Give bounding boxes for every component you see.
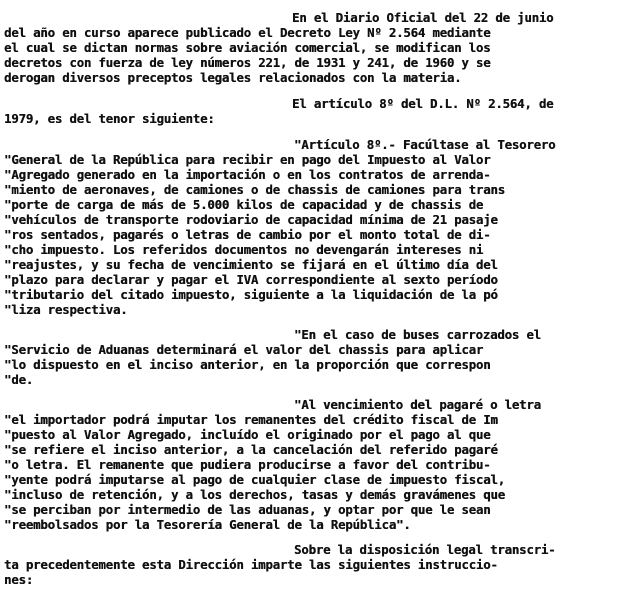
- text-line: "se perciban por intermedio de las aduanas, y optar por que le sean: [4, 502, 491, 517]
- text-line: En el Diario Oficial del 22 de junio: [292, 10, 554, 25]
- text-line: derogan diversos preceptos legales relacionados con la materia.: [4, 70, 462, 85]
- text-line: "cho impuesto. Los referidos documentos no devengarán intereses ni: [4, 242, 484, 257]
- text-line: "ros sentados, pagarés o letras de cambio por el monto total de di-: [4, 227, 491, 242]
- text-line: "incluso de retención, y a los derechos, tasas y demás gravámenes que: [4, 487, 505, 502]
- text-line: "lo dispuesto en el inciso anterior, en la proporción que correspon: [4, 357, 491, 372]
- text-line: "reajustes, y su fecha de vencimiento se fijará en el último día del: [4, 257, 498, 272]
- text-line: decretos con fuerza de ley números 221, de 1931 y 241, de 1960 y se: [4, 55, 491, 70]
- text-line: "Artículo 8º.- Facúltase al Tesorero: [294, 137, 556, 152]
- text-line: Sobre la disposición legal transcri-: [294, 542, 556, 557]
- text-line: "el importador podrá imputar los remanentes del crédito fiscal de Im: [4, 412, 498, 427]
- text-line: "o letra. El remanente que pudiera producirse a favor del contribu-: [4, 457, 491, 472]
- text-line: "de.: [4, 372, 34, 387]
- text-line: nes:: [4, 572, 34, 587]
- text-line: el cual se dictan normas sobre aviación comercial, se modifican los: [4, 40, 491, 55]
- text-line: "Agregado generado en la importación o en los contratos de arrenda-: [4, 167, 491, 182]
- text-line: "reembolsados por la Tesorería General de la República".: [4, 517, 411, 532]
- text-line: "vehículos de transporte rodoviario de capacidad mínima de 21 pasaje: [4, 212, 498, 227]
- text-line: "porte de carga de más de 5.000 kilos de capacidad y de chassis de: [4, 197, 484, 212]
- text-line: "liza respectiva.: [4, 302, 128, 317]
- text-line: "Al vencimiento del pagaré o letra: [294, 397, 541, 412]
- text-line: "En el caso de buses carrozados el: [294, 327, 541, 342]
- text-line: "tributario del citado impuesto, siguiente a la liquidación de la pó: [4, 287, 498, 302]
- text-line: "yente podrá imputarse al pago de cualquier clase de impuesto fiscal,: [4, 472, 505, 487]
- text-line: "miento de aeronaves, de camiones o de chassis de camiones para trans: [4, 182, 505, 197]
- text-line: del año en curso aparece publicado el Decreto Ley Nº 2.564 mediante: [4, 25, 491, 40]
- text-line: "puesto al Valor Agregado, incluído el originado por el pago al que: [4, 427, 491, 442]
- text-line: "plazo para declarar y pagar el IVA correspondiente al sexto período: [4, 272, 498, 287]
- text-line: "se refiere el inciso anterior, a la cancelación del referido pagaré: [4, 442, 498, 457]
- text-line: "Servicio de Aduanas determinará el valor del chassis para aplicar: [4, 342, 484, 357]
- text-line: El artículo 8º del D.L. Nº 2.564, de: [292, 96, 554, 111]
- text-line: "General de la República para recibir en pago del Impuesto al Valor: [4, 152, 491, 167]
- text-line: 1979, es del tenor siguiente:: [4, 111, 215, 126]
- text-line: ta precedentemente esta Dirección imparte las siguientes instruccio-: [4, 557, 498, 572]
